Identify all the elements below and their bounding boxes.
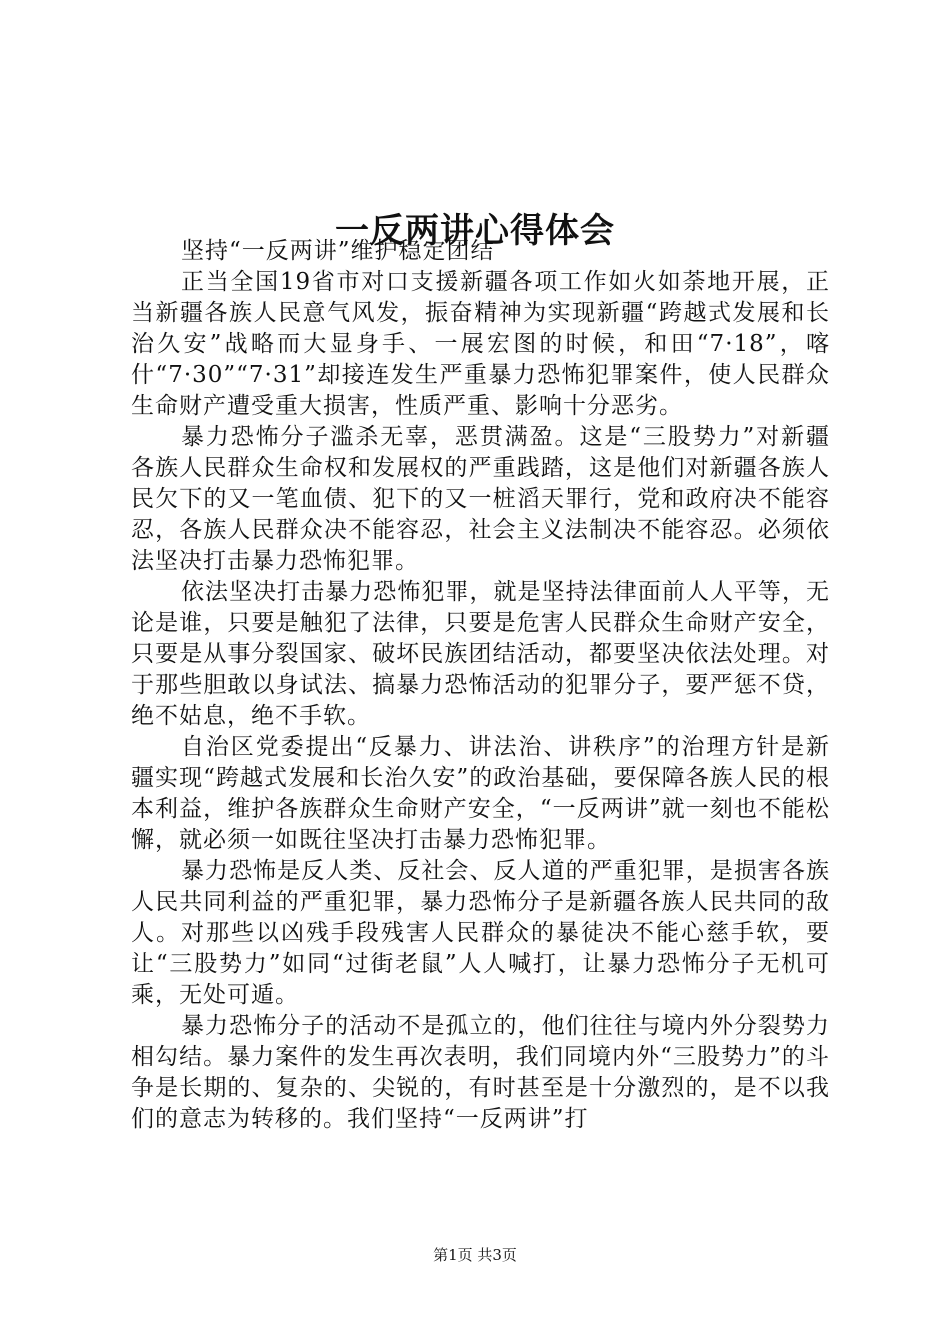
document-body (131, 236, 830, 1135)
page-footer: 第1页 共3页 (433, 1246, 517, 1264)
paragraph: 依法坚决打击暴力恐怖犯罪，就是坚持法律面前人人平等，无论是谁，只要是触犯了法律，只要是危害人民群众生命财产安全，只要是从事分裂国家、破坏民族团结活动，都要坚决依法处理。对于那些胆敢以身试法、搞暴力恐怖活动的犯罪分子，要严惩不贷，绝不姑息，绝不手软。 (131, 579, 830, 729)
paragraph: 自治区党委提出“反暴力、讲法治、讲秩序”的治理方针是新疆实现“跨越式发展和长治久安”的政治基础，要保障各族人民的根本利益，维护各族群众生命财产安全，“一反两讲”就一刻也不能松懈，就必须一如既往坚决打击暴力恐怖犯罪。 (131, 734, 830, 853)
paragraph: 暴力恐怖是反人类、反社会、反人道的严重犯罪，是损害各族人民共同利益的严重犯罪，暴力恐怖分子是新疆各族人民共同的敌人。对那些以凶残手段残害人民群众的暴徒决不能心慈手软，要让“三股势力”如同“过街老鼠”人人喊打，让暴力恐怖分子无机可乘，无处可遁。 (131, 858, 830, 1008)
page-title: 一反两讲心得体会 (335, 210, 615, 251)
paragraph: 正当全国19省市对口支援新疆各项工作如火如荼地开展，正当新疆各族人民意气风发，振奋精神为实现新疆“跨越式发展和长治久安”战略而大显身手、一展宏图的时候，和田“7·18”，喀什“7·30”“7·31”却接连发生严重暴力恐怖犯罪案件，使人民群众生命财产遭受重大损害，性质严重、影响十分恶劣。 (131, 269, 830, 419)
document-subtitle: 坚持“一反两讲”维护稳定团结 (181, 238, 495, 264)
paragraph: 暴力恐怖分子滥杀无辜，恶贯满盈。这是“三股势力”对新疆各族人民群众生命权和发展权的严重践踏，这是他们对新疆各族人民欠下的又一笔血债、犯下的又一桩滔天罪行，党和政府决不能容忍，各族人民群众决不能容忍，社会主义法制决不能容忍。必须依法坚决打击暴力恐怖犯罪。 (131, 424, 830, 574)
paragraph: 暴力恐怖分子的活动不是孤立的，他们往往与境内外分裂势力相勾结。暴力案件的发生再次表明，我们同境内外“三股势力”的斗争是长期的、复杂的、尖锐的，有时甚至是十分激烈的，是不以我们的意志为转移的。我们坚持“一反两讲”打 (131, 1013, 830, 1132)
